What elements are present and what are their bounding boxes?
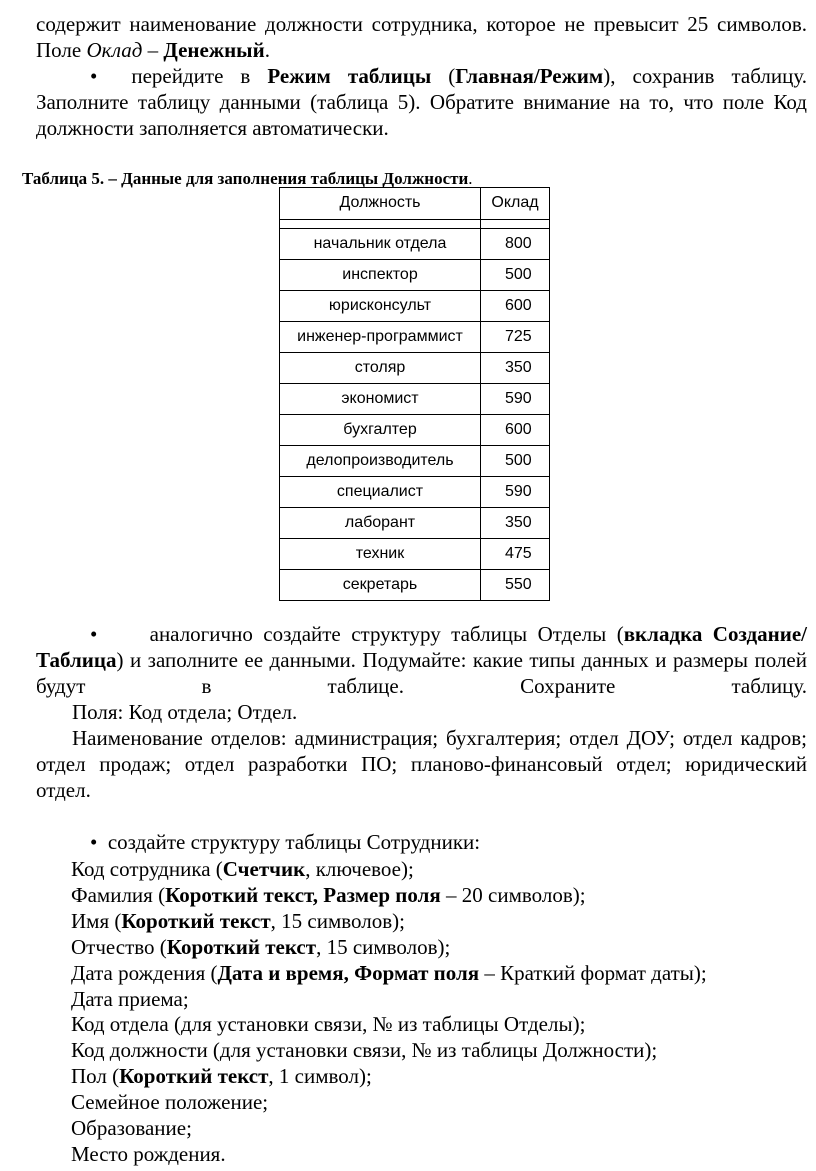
- field-type: Дата и время, Формат поля: [217, 960, 480, 985]
- intro-paragraph: [36, 11, 807, 63]
- position-cell: экономист: [280, 384, 481, 415]
- bullet-icon: •: [90, 830, 98, 854]
- position-cell: делопроизводитель: [280, 446, 481, 477]
- salary-cell: 350: [481, 508, 550, 539]
- position-cell: инспектор: [280, 260, 481, 291]
- step2-line1: [36, 621, 807, 699]
- table-caption-text: Таблица 5. – Данные для заполнения таблицы Должности: [22, 169, 469, 188]
- field-text: Семейное положение;: [71, 1090, 269, 1115]
- salary-cell: 600: [481, 291, 550, 322]
- table-row: [280, 229, 550, 260]
- field-text: Имя (: [71, 908, 122, 933]
- header-position: Должность: [280, 188, 481, 220]
- field-type: Короткий текст, Размер поля: [165, 882, 441, 907]
- field-text: Пол (: [71, 1064, 120, 1089]
- salary-cell: 500: [481, 446, 550, 477]
- field-type: Счетчик: [222, 857, 306, 881]
- position-cell: техник: [280, 539, 481, 570]
- field-text: Фамилия (: [71, 882, 166, 907]
- field-line: [71, 1063, 372, 1089]
- field-line: [71, 934, 450, 960]
- table-row: [280, 384, 550, 415]
- salary-cell: 800: [481, 229, 550, 260]
- field-type: Короткий текст: [121, 908, 271, 933]
- table-row: [280, 446, 550, 477]
- field-line: [71, 1037, 657, 1063]
- field-text: Образование;: [71, 1116, 192, 1140]
- field-line: [71, 908, 405, 934]
- field-line: [71, 1115, 192, 1141]
- field-text: Код сотрудника (: [71, 857, 223, 881]
- field-text: Дата рождения (: [71, 960, 218, 985]
- table-row: [280, 570, 550, 601]
- table-row: [280, 322, 550, 353]
- table-row: [280, 415, 550, 446]
- field-text: Код должности (для установки связи, № из таблицы Должности);: [71, 1038, 658, 1063]
- field-name-salary: Оклад: [86, 38, 143, 62]
- field-text: , ключевое);: [305, 857, 414, 881]
- position-cell: бухгалтер: [280, 415, 481, 446]
- field-line: [71, 1089, 268, 1115]
- step2-text: аналогично создайте структуру таблицы Отделы (: [149, 622, 624, 646]
- table-row: [280, 260, 550, 291]
- table-row: [280, 539, 550, 570]
- spacer-cell: [280, 220, 481, 229]
- table-row: [280, 508, 550, 539]
- position-cell: секретарь: [280, 570, 481, 601]
- position-cell: юрисконсульт: [280, 291, 481, 322]
- position-cell: лаборант: [280, 508, 481, 539]
- field-text: Код отдела (для установки связи, № из таблицы Отделы);: [71, 1012, 586, 1037]
- field-line: [71, 1141, 226, 1167]
- field-text: – Краткий формат даты);: [479, 960, 707, 985]
- field-text: , 15 символов);: [316, 934, 451, 959]
- salary-cell: 350: [481, 353, 550, 384]
- step3-title: [90, 829, 480, 855]
- position-cell: начальник отдела: [280, 229, 481, 260]
- intro-dash: –: [142, 38, 164, 62]
- salary-cell: 600: [481, 415, 550, 446]
- salary-cell: 550: [481, 570, 550, 601]
- step2-rest: ) и заполните ее данными. Подумайте: какие типы данных и размеры полей будут в таблице. Сохраните таблицу.: [36, 648, 807, 698]
- step1-paragraph: [36, 63, 807, 141]
- positions-table: [279, 187, 550, 601]
- field-line: [71, 960, 707, 986]
- field-line: [71, 882, 586, 908]
- step2-departments: Наименование отделов: администрация; бухгалтерия; отдел ДОУ; отдел кадров; отдел продаж; отдел разработки ПО; планово-финансовый отдел; юридический отдел.: [36, 726, 807, 802]
- table-header-row: [280, 188, 550, 220]
- field-line: [71, 1011, 585, 1037]
- field-type: Короткий текст: [166, 934, 317, 959]
- field-text: Дата приема;: [71, 986, 189, 1011]
- field-line: [71, 856, 414, 882]
- position-cell: столяр: [280, 353, 481, 384]
- position-cell: специалист: [280, 477, 481, 508]
- step1-path: Главная/Режим: [455, 64, 604, 88]
- intro-text: содержит наименование должности сотрудника, которое не превысит 25 символов. Поле: [36, 12, 807, 62]
- salary-cell: 475: [481, 539, 550, 570]
- table-caption-period: .: [468, 169, 473, 188]
- field-text: , 1 символ);: [268, 1064, 372, 1089]
- table-body: [280, 220, 550, 601]
- salary-cell: 500: [481, 260, 550, 291]
- field-text: – 20 символов);: [440, 882, 586, 907]
- salary-cell: 590: [481, 384, 550, 415]
- salary-cell: 725: [481, 322, 550, 353]
- step3-title-text: создайте структуру таблицы Сотрудники:: [107, 830, 481, 854]
- header-salary: Оклад: [481, 188, 550, 220]
- table-spacer: [280, 220, 550, 229]
- field-line: [71, 986, 189, 1012]
- step1-mode: Режим таблицы: [267, 64, 432, 88]
- field-type-currency: Денежный: [163, 38, 265, 62]
- intro-period: .: [264, 38, 270, 62]
- position-cell: инженер-программист: [280, 322, 481, 353]
- field-text: Отчество (: [71, 934, 167, 959]
- step2-fields: Поля: Код отдела; Отдел.: [72, 700, 298, 724]
- table-row: [280, 291, 550, 322]
- step1-paren-open: (: [431, 64, 456, 88]
- field-text: , 15 символов);: [270, 908, 405, 933]
- step2-tab: вкладка Создание/Таблица: [36, 622, 807, 672]
- field-type: Короткий текст: [119, 1064, 269, 1089]
- step1-text: перейдите в: [131, 64, 268, 88]
- bullet-icon: •: [90, 64, 98, 88]
- table-row: [280, 477, 550, 508]
- field-text: Место рождения.: [71, 1141, 226, 1166]
- step1-rest: ), сохранив таблицу. Заполните таблицу данными (таблица 5). Обратите внимание на то, что поле Код должности заполняется автоматически.: [36, 64, 807, 140]
- salary-cell: 590: [481, 477, 550, 508]
- table-row: [280, 353, 550, 384]
- spacer-cell: [481, 220, 550, 229]
- bullet-icon: •: [90, 622, 98, 646]
